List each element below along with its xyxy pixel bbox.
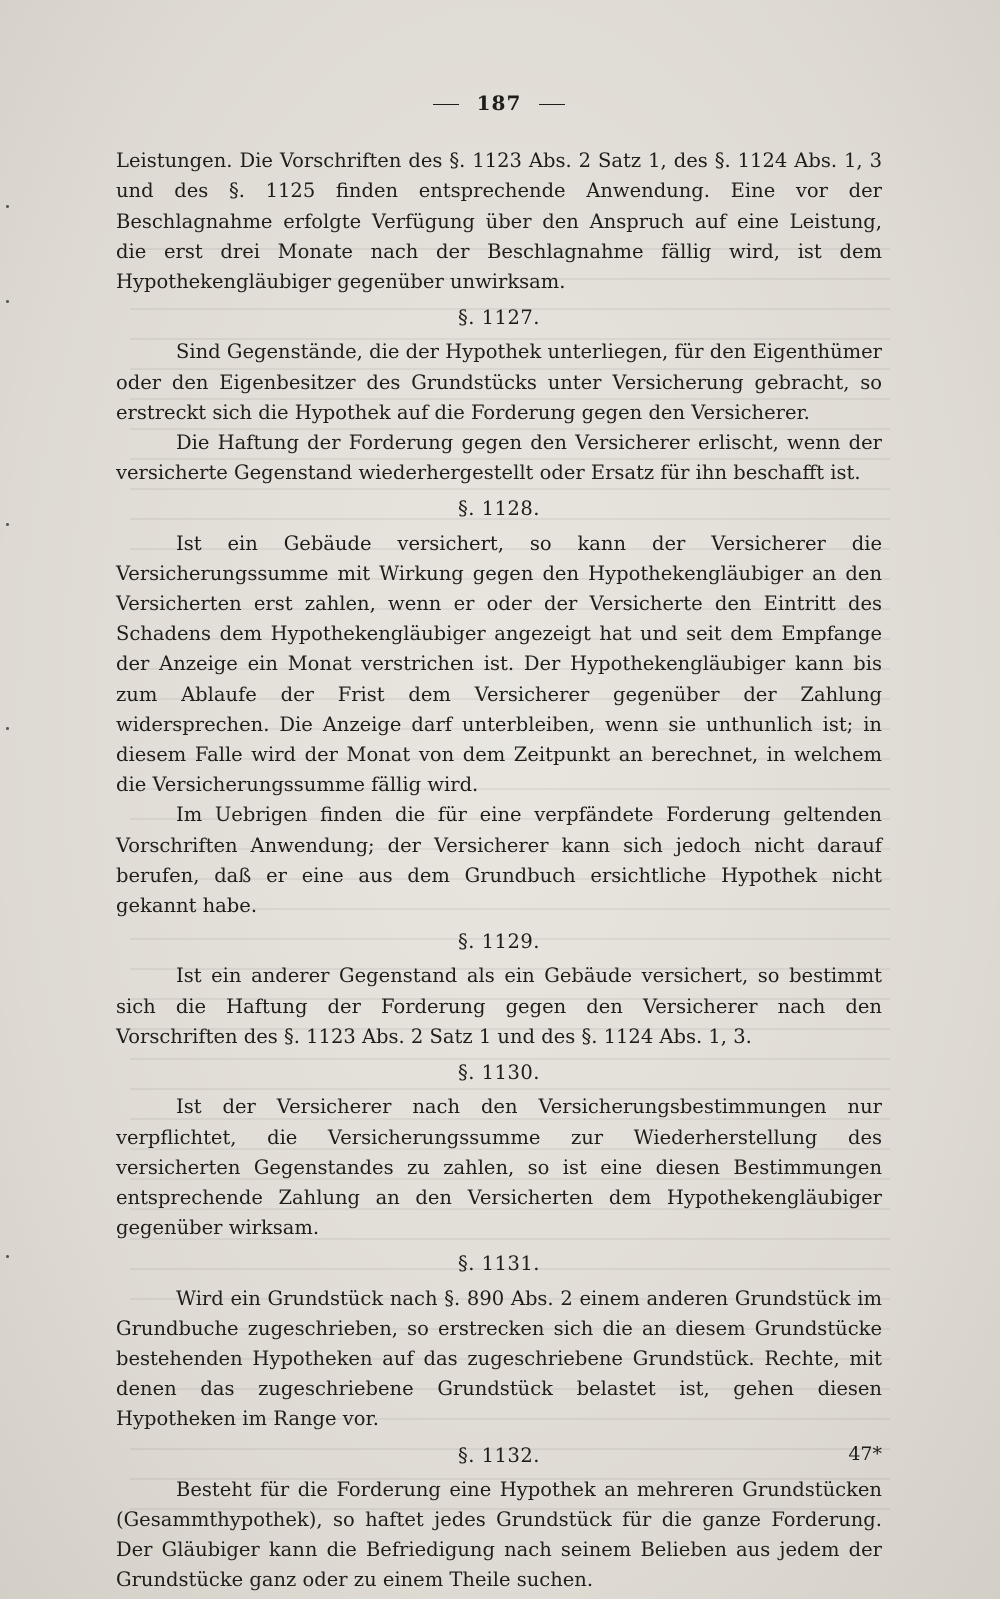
paragraph: Besteht für die Forderung eine Hypothek an mehreren Grundstücken (Gesammthypothek), so haftet jedes Grundstück für die ganze Forderung. Der Gläubiger kann die Befriedigung nach seinem Belieben aus jedem der Grundstücke ganz oder zu einem Theile suchen.: [116, 1477, 882, 1592]
paragraph: Ist ein anderer Gegenstand als ein Gebäude versichert, so bestimmt sich die Haftung der Forderung gegen den Versicherer nach den Vorschriften des §. 1123 Abs. 2 Satz 1 und des §. 1124 Abs. 1, 3.: [116, 964, 882, 1048]
section-heading: §. 1129.: [458, 930, 540, 954]
scan-speck: [6, 300, 9, 303]
paragraph: Im Uebrigen finden die für eine verpfändete Forderung geltenden Vorschriften Anwendung; der Versicherer kann sich jedoch nicht darauf berufen, daß er eine aus dem Grundbuch ersichtliche Hypothek nicht gekannt habe.: [116, 803, 882, 918]
paragraph: Sind Gegenstände, die der Hypothek unterliegen, für den Eigenthümer oder den Eigenbesitzer des Grundstücks unter Versicherung gebracht, so erstreckt sich die Hypothek auf die Forderung gegen den Versicherer.: [116, 340, 882, 424]
paragraph: Die Haftung der Forderung gegen den Versicherer erlischt, wenn der versicherte Gegenstand wiederhergestellt oder Ersatz für ihn beschafft ist.: [116, 431, 882, 485]
section-heading: §. 1130.: [458, 1061, 540, 1085]
scan-speck: [6, 205, 9, 208]
page-header: [116, 88, 882, 118]
scan-speck: [6, 1255, 9, 1258]
header-dash-right: [539, 104, 565, 105]
text-blocks: [116, 146, 882, 1595]
section-heading: §. 1131.: [458, 1252, 540, 1276]
section-heading: §. 1128.: [458, 497, 540, 521]
paragraph: Wird ein Grundstück nach §. 890 Abs. 2 einem anderen Grundstück im Grundbuche zugeschrieben, so erstrecken sich die an diesem Grundstücke bestehenden Hypotheken auf das zugeschriebene Grundstück. Rechte, mit denen das zugeschriebene Grundstück belastet ist, gehen diesen Hypotheken im Range vor.: [116, 1286, 882, 1431]
paragraph: Leistungen. Die Vorschriften des §. 1123 Abs. 2 Satz 1, des §. 1124 Abs. 1, 3 und des §. 1125 finden entsprechende Anwendung. Eine vor der Beschlagnahme erfolgte Verfügung über den Anspruch auf eine Leistung, die erst drei Monate nach der Beschlagnahme fällig wird, ist dem Hypothekengläubiger gegenüber unwirksam.: [116, 149, 882, 294]
sheet-signature: 47*: [848, 1443, 882, 1465]
section-heading: §. 1127.: [458, 306, 540, 330]
page-body: [116, 88, 882, 1596]
paragraph: Ist ein Gebäude versichert, so kann der Versicherer die Versicherungssumme mit Wirkung gegen den Hypothekengläubiger an den Versicherten erst zahlen, wenn er oder der Versicherte den Eintritt des Schadens dem Hypothekengläubiger angezeigt hat und seit dem Empfange der Anzeige ein Monat verstrichen ist. Der Hypothekengläubiger kann bis zum Ablaufe der Frist dem Versicherer gegenüber der Zahlung widersprechen. Die Anzeige darf unterbleiben, wenn sie unthunlich ist; in diesem Falle wird der Monat von dem Zeitpunkt an berechnet, in welchem die Versicherungssumme fällig wird.: [116, 531, 882, 797]
scan-speck: [6, 523, 9, 526]
page-number: 187: [476, 91, 522, 115]
paragraph: Ist der Versicherer nach den Versicherungsbestimmungen nur verpflichtet, die Versicherungssumme zur Wiederherstellung des versicherten Gegenstandes zu zahlen, so ist eine diesen Bestimmungen entsprechende Zahlung an den Versicherten dem Hypothekengläubiger gegenüber wirksam.: [116, 1095, 882, 1240]
scan-speck: [6, 727, 9, 730]
section-heading: §. 1132.: [458, 1443, 540, 1467]
header-dash-left: [433, 104, 459, 105]
